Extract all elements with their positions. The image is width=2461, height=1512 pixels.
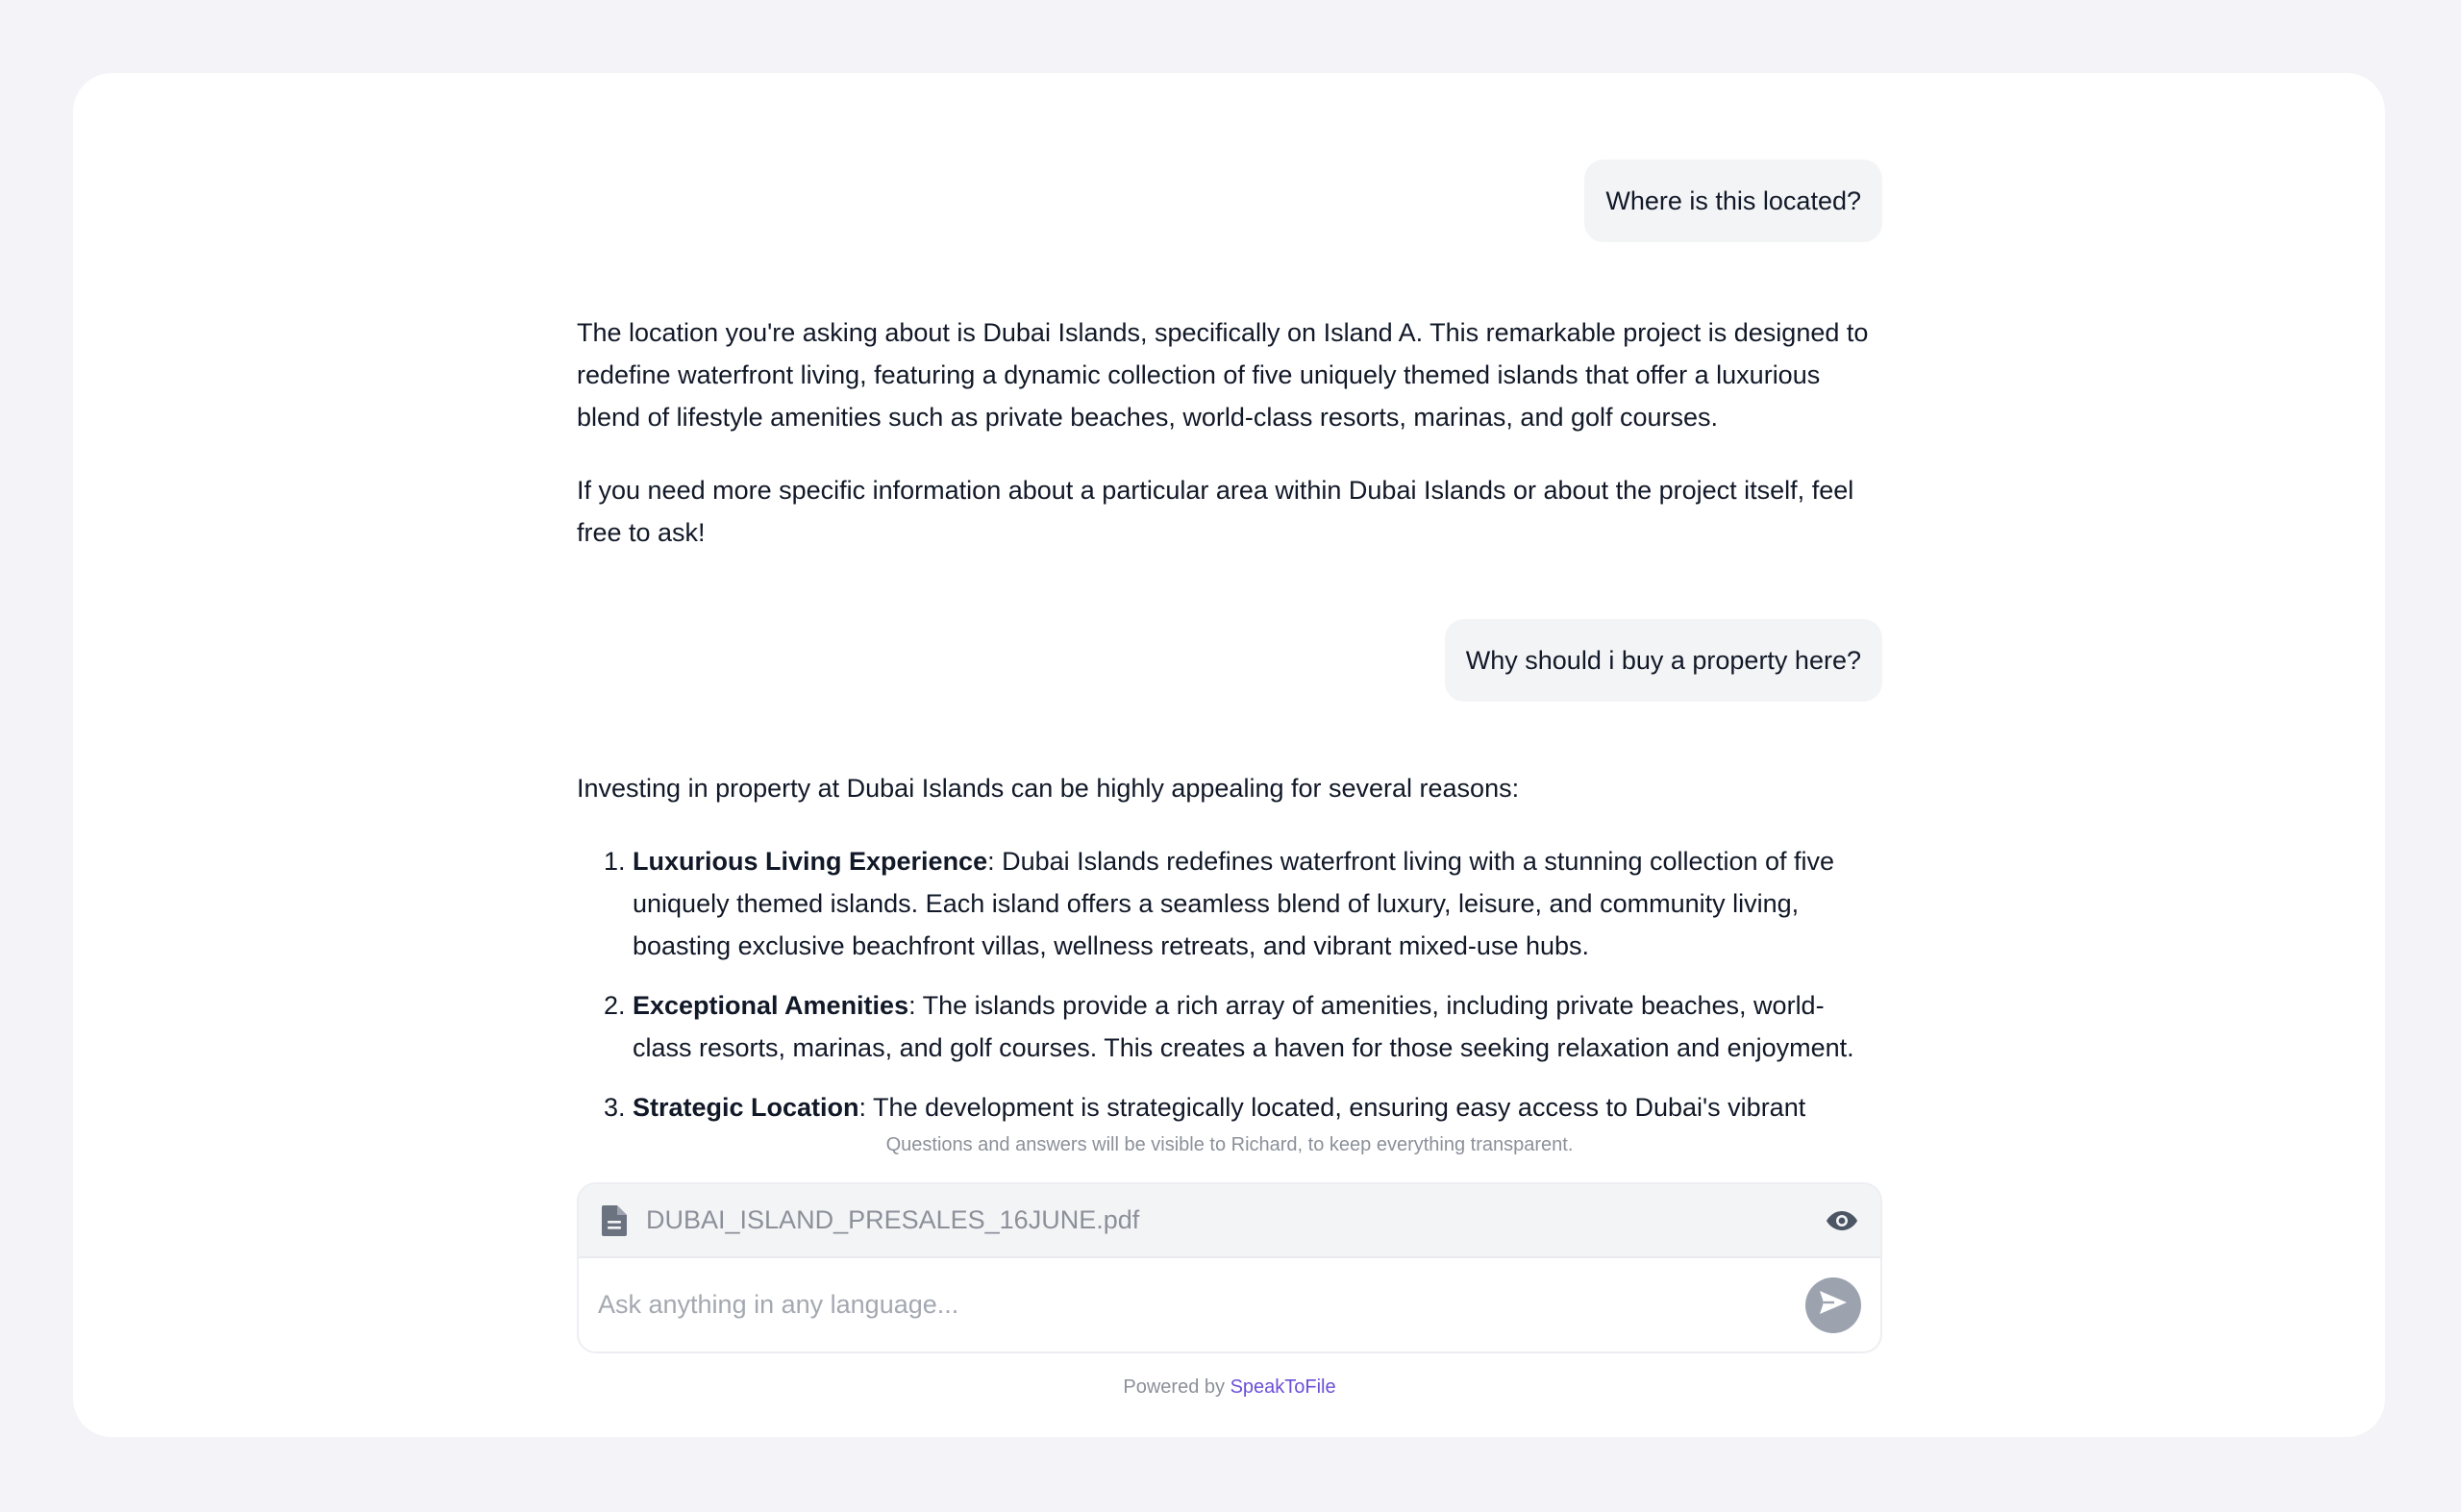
input-row — [579, 1258, 1880, 1351]
list-item-text: : The islands provide a rich array of amenities, including private beaches, world-class resorts, marinas, and golf courses. This creates a haven for those seeking relaxation and enjoyment. — [633, 991, 1854, 1062]
attached-file-bar — [579, 1184, 1880, 1258]
assistant-paragraph: The location you're asking about is Dubai Islands, specifically on Island A. This remarkable project is designed to redefine waterfront living, featuring a dynamic collection of five uniquely themed islands that offer a luxurious blend of lifestyle amenities such as private beaches, world-class resorts, marinas, and golf courses. — [577, 318, 1869, 432]
question-input[interactable] — [598, 1290, 1805, 1320]
powered-label: Powered by — [1123, 1376, 1225, 1398]
list-item-title: Luxurious Living Experience — [633, 847, 988, 876]
list-item — [633, 840, 1882, 967]
list-item-text: : The development is strategically located, ensuring easy access to Dubai's vibrant — [858, 1093, 1806, 1122]
document-icon — [598, 1204, 631, 1237]
list-item-title: Strategic Location — [633, 1093, 859, 1122]
list-item-text: : Dubai Islands redefines waterfront living with a stunning collection of five uniquely themed islands. Each island offers a seamless blend of luxury, leisure, and community living, boasting exclusive beachfront villas, wellness retreats, and vibrant mixed-use hubs. — [633, 847, 1835, 960]
list-item — [633, 1086, 1882, 1128]
user-message-row — [577, 619, 1882, 702]
message-list — [577, 160, 1882, 1178]
list-item-title: Exceptional Amenities — [633, 991, 909, 1020]
list-item — [633, 984, 1882, 1069]
assistant-message — [577, 311, 1882, 554]
transparency-notice: Questions and answers will be visible to Richard, to keep everything transparent. — [885, 1134, 1574, 1155]
assistant-paragraph: If you need more specific information about a particular area within Dubai Islands or about the project itself, feel free to ask! — [577, 476, 1854, 547]
assistant-intro: Investing in property at Dubai Islands can be highly appealing for several reasons: — [577, 774, 1520, 803]
user-message-bubble: Why should i buy a property here? — [1445, 619, 1882, 702]
powered-by — [577, 1376, 1882, 1399]
user-message-row — [577, 160, 1882, 242]
send-icon — [1819, 1290, 1848, 1320]
reasons-list — [577, 840, 1882, 1128]
assistant-message — [577, 767, 1882, 1128]
composer — [577, 1182, 1882, 1353]
attached-file-name: DUBAI_ISLAND_PRESALES_16JUNE.pdf — [646, 1205, 1140, 1234]
chat-card — [73, 73, 2385, 1437]
brand-link[interactable]: SpeakToFile — [1230, 1376, 1336, 1398]
user-message-bubble: Where is this located? — [1584, 160, 1882, 242]
eye-icon[interactable] — [1823, 1204, 1861, 1237]
send-button[interactable] — [1805, 1277, 1861, 1333]
